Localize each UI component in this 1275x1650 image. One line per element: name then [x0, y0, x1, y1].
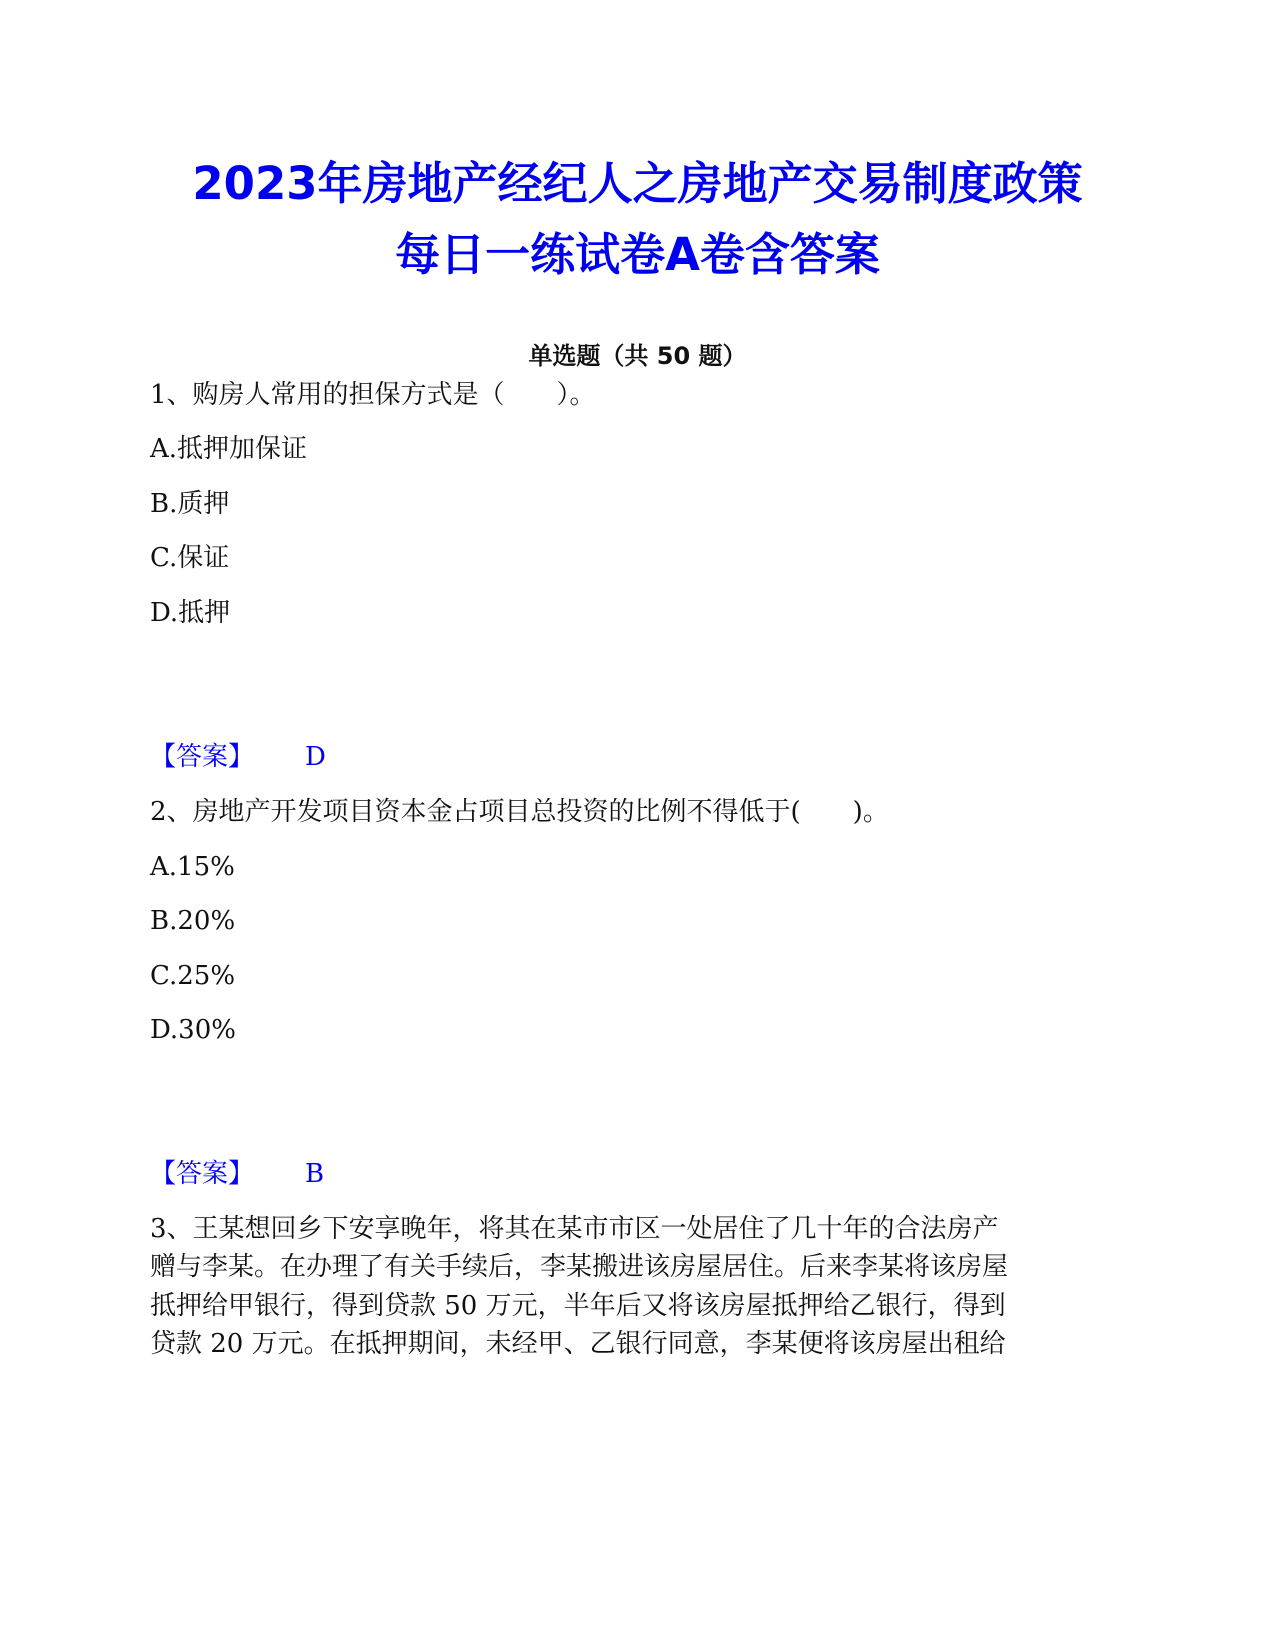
question-1-stem: 1、购房人常用的担保方式是（ ）。 [150, 380, 596, 410]
question-1-option-a: A.抵押加保证 [150, 434, 308, 464]
question-2-option-b: B.20% [150, 906, 236, 936]
question-2-stem: 2、房地产开发项目资本金占项目总投资的比例不得低于( )。 [150, 797, 889, 827]
question-1-answer [150, 740, 326, 774]
answer-value: D [305, 742, 326, 772]
question-3-stem-line-1: 3、王某想回乡下安享晚年，将其在某市市区一处居住了几十年的合法房产 [150, 1214, 999, 1244]
section-heading: 单选题（共 50 题） [528, 342, 747, 370]
question-1-option-b: B.质押 [150, 489, 230, 519]
answer-label: 【答案】 [150, 1159, 255, 1189]
document-title-line-1: 2023年房地产经纪人之房地产交易制度政策 [192, 157, 1083, 210]
question-2-option-c: C.25% [150, 961, 236, 991]
question-2-option-d: D.30% [150, 1015, 236, 1045]
question-3-stem-line-4: 贷款 20 万元。在抵押期间，未经甲、乙银行同意，李某便将该房屋出租给 [150, 1329, 1006, 1359]
answer-label: 【答案】 [150, 742, 255, 772]
document-title-line-2: 每日一练试卷A卷含答案 [395, 228, 880, 281]
question-1-option-c: C.保证 [150, 543, 230, 573]
question-3-stem-line-2: 赠与李某。在办理了有关手续后，李某搬进该房屋居住。后来李某将该房屋 [150, 1252, 1009, 1282]
question-3-stem-line-3: 抵押给甲银行，得到贷款 50 万元，半年后又将该房屋抵押给乙银行，得到 [150, 1291, 1006, 1321]
question-2-option-a: A.15% [150, 852, 235, 882]
question-1-option-d: D.抵押 [150, 598, 231, 628]
question-2-answer [150, 1157, 325, 1191]
answer-value: B [305, 1159, 325, 1189]
